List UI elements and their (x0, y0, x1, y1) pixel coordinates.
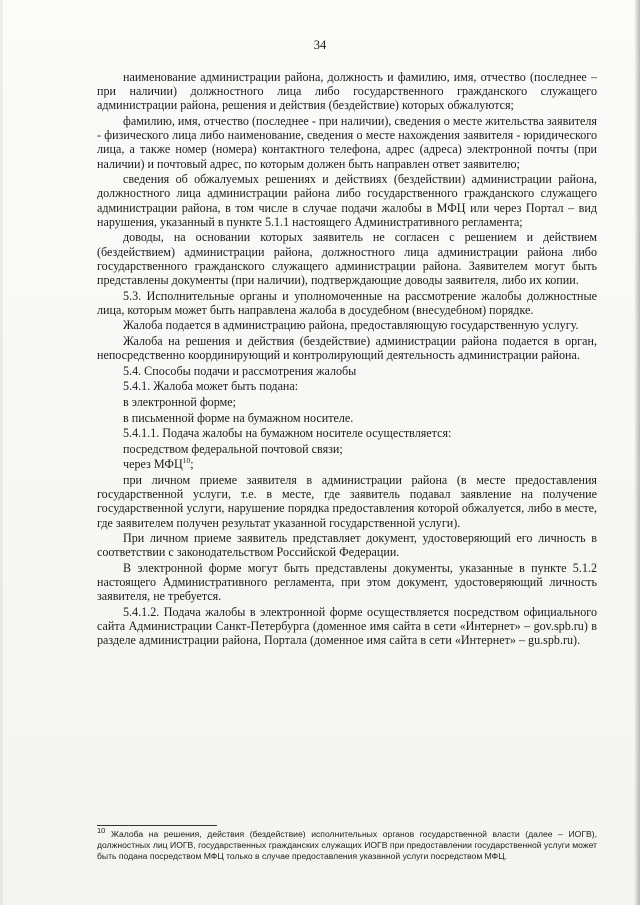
scan-left-edge (0, 0, 3, 905)
list-item (97, 457, 597, 471)
paragraph: В электронной форме могут быть представлены документы, указанные в пункте 5.1.2 настоящего Административного регламента, при этом документ, удостоверяющий личность заявителя, не требуется. (97, 560, 597, 604)
paragraph: сведения об обжалуемых решениях и действиях (бездействии) администрации района, должностного лица администрации района либо государственного гражданского служащего администрации района, в том числе в случае подачи жалобы в МФЦ или через Портал – вид нарушения, указанный в пункте 5.1.1 настоящего Административного регламента; (97, 172, 597, 229)
paragraph: фамилию, имя, отчество (последнее - при наличии), сведения о месте жительства заявителя - физического лица либо наименование, сведения о месте нахождения заявителя - юридического лица, а также номер (номера) контактного телефона, адрес (адреса) электронной почты (при наличии) и почтовый адрес, по которым должен быть направлен ответ заявителю; (97, 114, 597, 171)
scan-right-edge (634, 0, 640, 905)
paragraph: доводы, на основании которых заявитель не согласен с решением и действием (бездействием) администрации района, должностного лица администрации района либо государственного гражданского служащего администрации района. Заявителем могут быть представлены документы (при наличии), подтверждающие доводы заявителя, либо их копии. (97, 230, 597, 288)
section-heading: 5.4. Способы подачи и рассмотрения жалобы (123, 363, 357, 378)
footnote-text: Жалоба на решения, действия (бездействие) исполнительных органов государственной власти (далее – ИОГВ), должностных лиц ИОГВ, государственных гражданских служащих ИОГВ при предоставлении государственной услуги может быть подана посредством МФЦ только в случае предоставления указанной услуги посредством МФЦ. (97, 829, 597, 861)
paragraph: При личном приеме заявитель представляет документ, удостоверяющий его личность в соответствии с законодательством Российской Федерации. (97, 531, 597, 560)
paragraph: 5.4.1.1. Подача жалобы на бумажном носителе осуществляется: (123, 426, 452, 441)
footnote (97, 826, 597, 862)
paragraph: наименование администрации района, должность и фамилию, имя, отчество (последнее – при наличии) должностного лица либо государственного гражданского служащего администрации района, решения и действия (бездействие) которых обжалуются; (97, 70, 597, 113)
list-item: в письменной форме на бумажном носителе. (123, 410, 354, 425)
document-body (97, 70, 597, 649)
footnote-marker: 10 (97, 826, 106, 836)
paragraph: Жалоба на решения и действия (бездействие) администрации района подается в орган, непосредственно координирующий и контролирующий деятельность администрации района. (97, 334, 597, 363)
list-item: в электронной форме; (123, 394, 236, 409)
mfc-text: через МФЦ (123, 457, 183, 472)
paragraph: Жалоба подается в администрацию района, предоставляющую государственную услугу. (123, 318, 579, 333)
paragraph: 5.4.1. Жалоба может быть подана: (123, 379, 299, 394)
list-item: при личном приеме заявителя в администрации района (в месте предоставления государственной услуги, т.е. в месте, где заявитель подавал заявление на получение государственной услуги, нарушение порядка предоставления которой обжалуется, либо в месте, где заявителем получен результат указанной государственной услуги). (97, 472, 597, 530)
list-item: посредством федеральной почтовой связи; (123, 441, 343, 456)
section-heading: 5.3. Исполнительные органы и уполномоченные на рассмотрение жалобы должностные лица, которым может быть направлена жалоба в досудебном (внесудебном) порядке. (97, 288, 597, 317)
list-item-end: ; (190, 457, 194, 472)
footnote-reference: 10 (182, 456, 191, 466)
footnote-divider (97, 825, 217, 826)
page-number: 34 (313, 38, 327, 52)
paragraph: 5.4.1.2. Подача жалобы в электронной форме осуществляется посредством официального сайта Администрации Санкт-Петербурга (доменное имя сайта в сети «Интернет» – gov.spb.ru) в разделе администрации района, Портала (доменное имя сайта в сети «Интернет» – gu.spb.ru). (97, 604, 597, 648)
